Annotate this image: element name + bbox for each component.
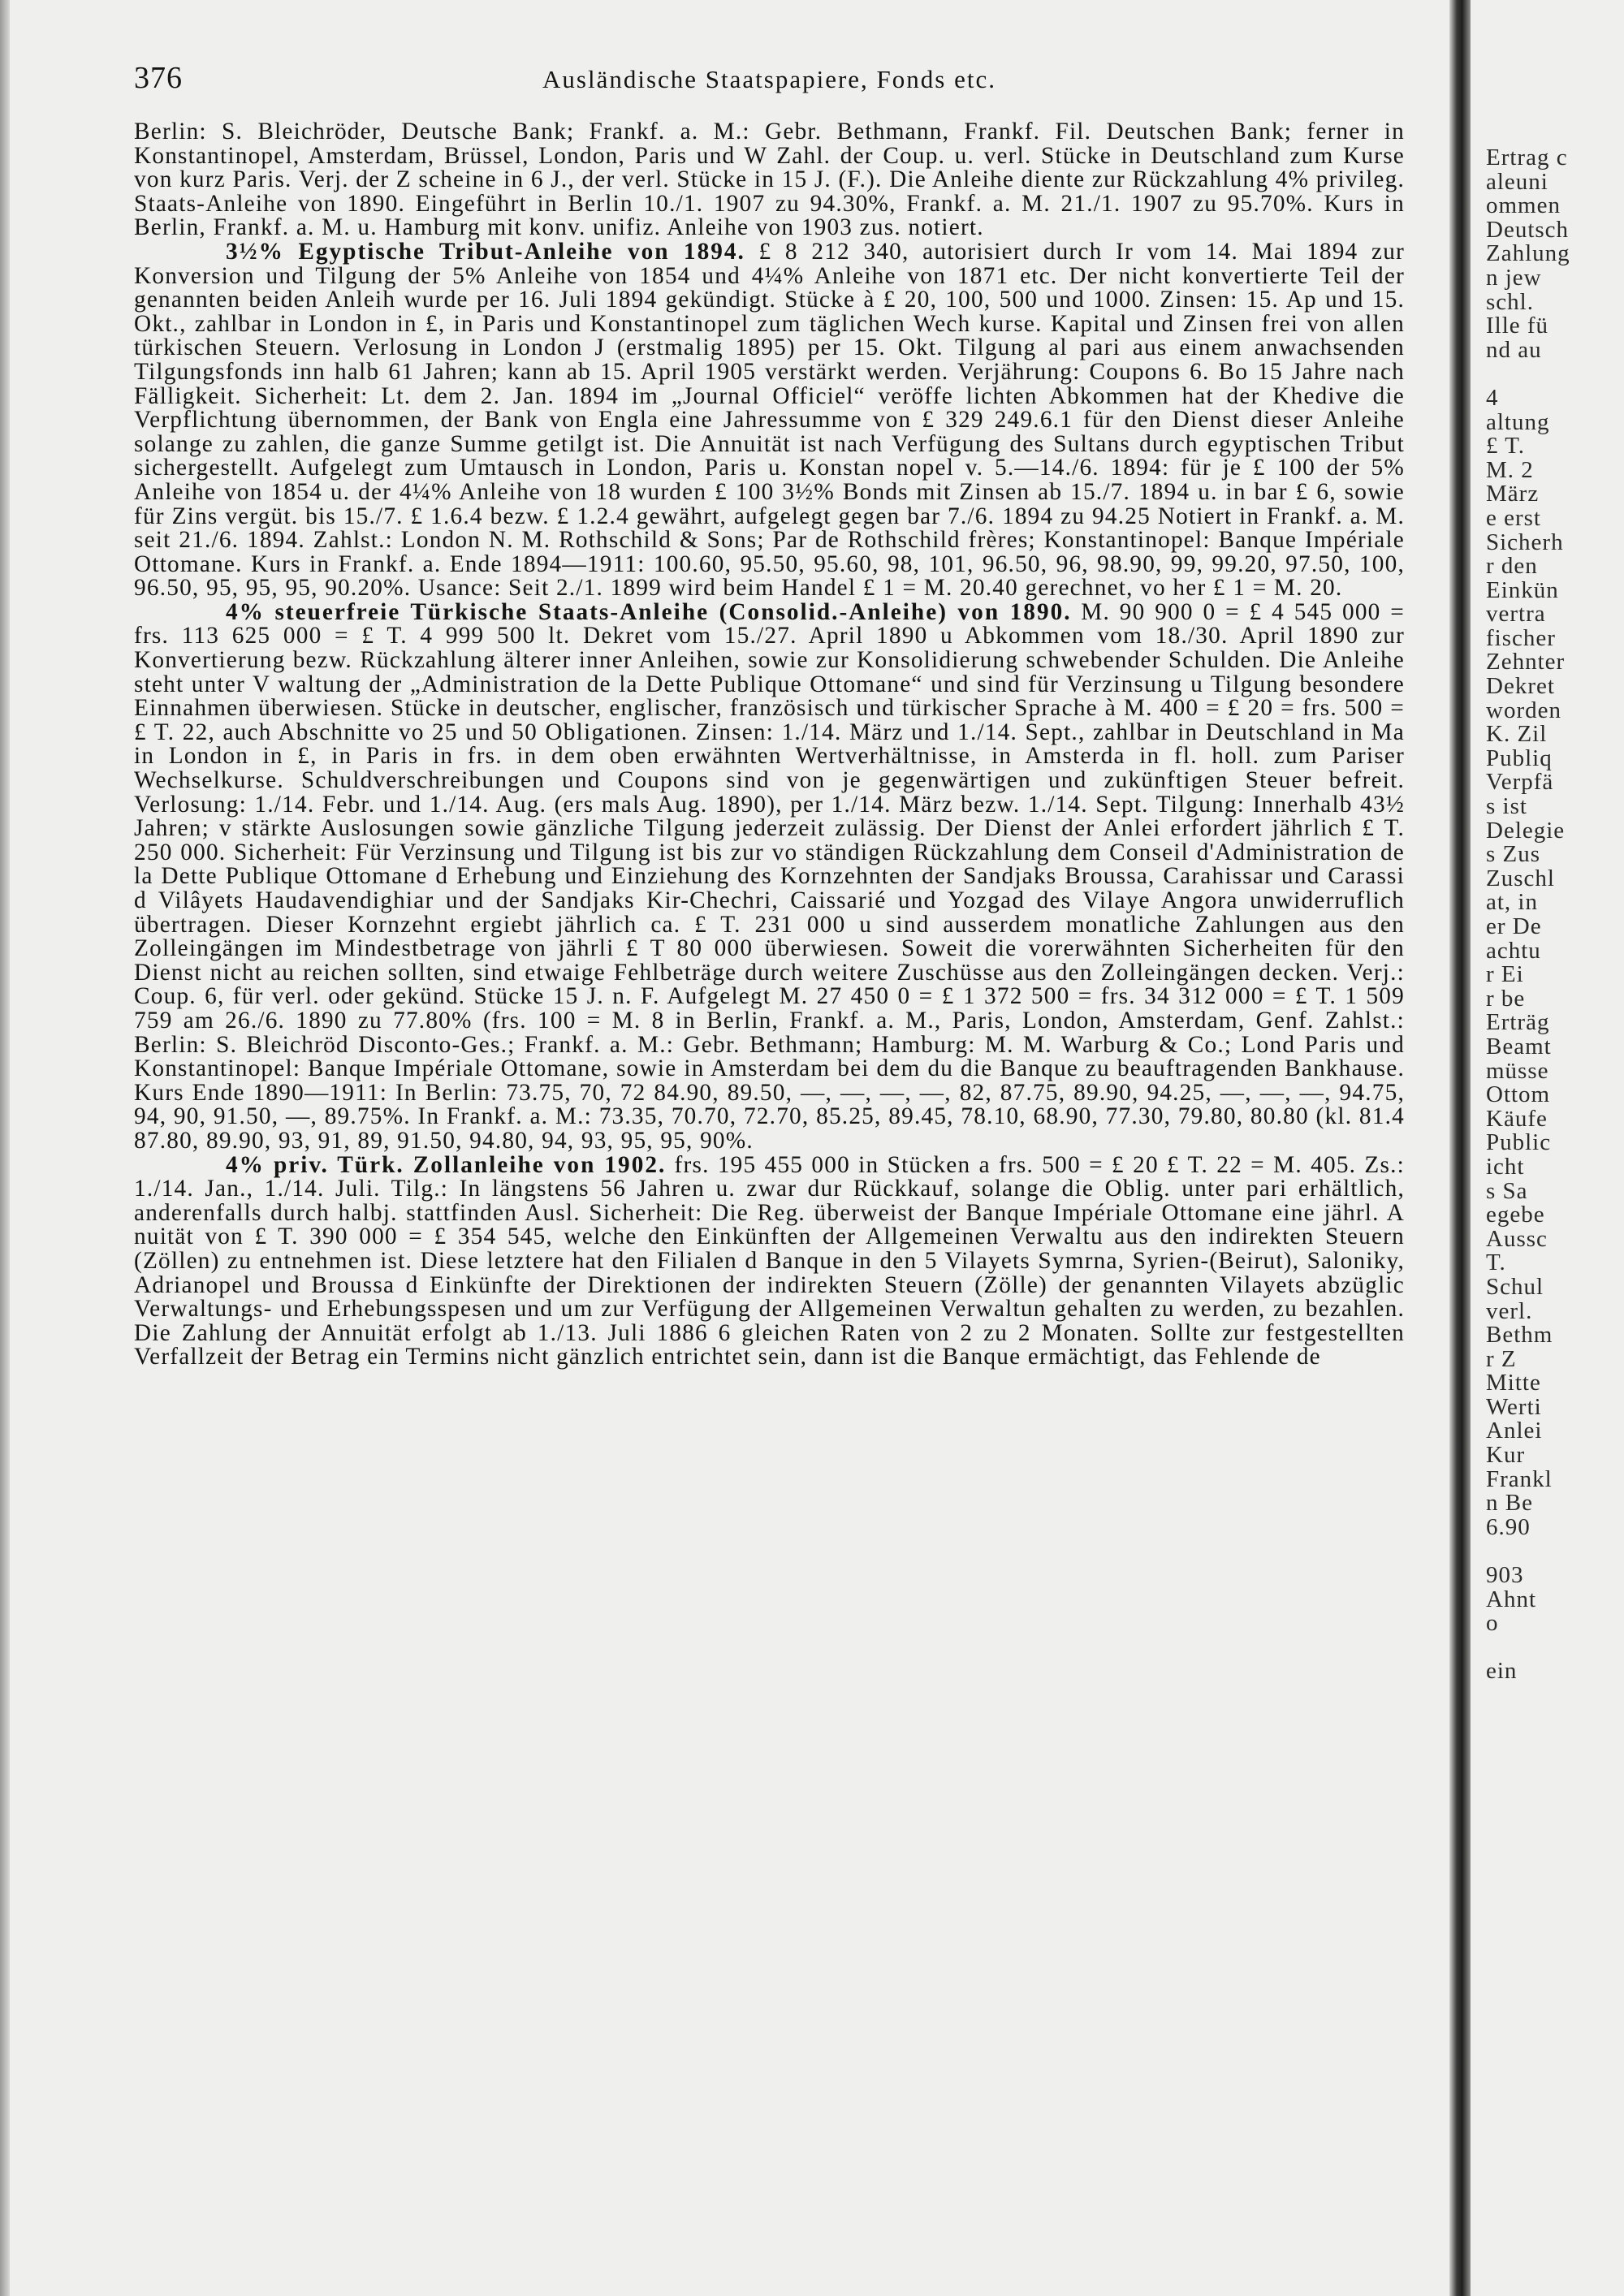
adjacent-page-line: Frankl (1486, 1465, 1553, 1492)
adjacent-page-line: n Be (1486, 1490, 1533, 1517)
adjacent-page-line: 6.90 (1486, 1513, 1531, 1540)
running-title: Ausländische Staatspapiere, Fonds etc. (542, 65, 996, 93)
adjacent-page-line: Aussc (1486, 1225, 1548, 1252)
adjacent-page-line: aleuni (1486, 168, 1548, 195)
adjacent-page-line: schl. (1486, 288, 1534, 315)
entry-turkish-consolidated-loan-1890 (134, 598, 1405, 1154)
adjacent-page-line: achtu (1486, 937, 1541, 964)
adjacent-page-line: Beamt (1486, 1033, 1552, 1060)
adjacent-page-line: ommen (1486, 192, 1561, 219)
entry-heading: 4% steuerfreie Türkische Staats-Anleihe (Consolid.-Anleihe) von 1890. (226, 598, 1072, 625)
adjacent-page-line: Ertrag c (1486, 146, 1568, 170)
adjacent-page-line: s Sa (1486, 1177, 1528, 1204)
adjacent-page-line: nd au (1486, 336, 1542, 363)
adjacent-page-line (1486, 1636, 1624, 1660)
adjacent-page-line: Ahnt (1486, 1586, 1536, 1612)
adjacent-page-line: K. Zil (1486, 721, 1548, 748)
adjacent-page-line: Dekret (1486, 673, 1555, 700)
adjacent-page-line: Deutsch (1486, 216, 1570, 243)
adjacent-page-line: er De (1486, 913, 1542, 939)
entry-text: frs. 195 455 000 in Stücken a frs. 500 = £ 20 £ T. 22 = M. 405. Zs.: 1./14. Jan., 1./14. Juli. Tilg.: In längstens 56 Jahren u. zwar dur Rückkauf, solange die Oblig. unter pari erhältlich, anderenfalls durch halbj. stattfinden Ausl. Sicherheit: Die Reg. überweist der Banque Impériale Ottomane eine jährl. A nuität von £ T. 390 000 = £ 354 545, welche den Einkünften der Allgemeinen Verwaltu aus den indirekten Steuern (Zöllen) zu entnehmen ist. Diese letztere hat den Filialen d Banque in den 5 Vilayets Symrna, Syrien-(Beirut), Saloniky, Adrianopel und Broussa d Einkünfte der Direktionen der indirekten Steuern (Zölle) der genannten Vilayets abzüglic Verwaltungs- und Erhebungsspesen und um zur Verfügung der Allgemeinen Verwaltun gehalten zu werden, zu bezahlen. Die Zahlung der Annuität erfolgt ab 1./13. Juli 1886 6 gleichen Raten von 2 zu 2 Monaten. Sollte zur festgestellten Verfallzeit der Betrag ein Termins nicht gänzlich entrichtet sein, dann ist die Banque ermächtigt, das Fehlende de (134, 1151, 1405, 1370)
adjacent-page-line: Einkün (1486, 576, 1559, 603)
adjacent-page-line: s ist (1486, 793, 1527, 820)
adjacent-page-line: März (1486, 481, 1540, 507)
entry-text: £ 8 212 340, autorisiert durch Ir vom 14. Mai 1894 zur Konversion und Tilgung der 5% Anleihe von 1854 und 4¼% Anleihe von 1871 etc. Der nicht konvertierte Teil der genannten beiden Anleih wurde per 16. Juli 1894 gekündigt. Stücke à £ 20, 100, 500 und 1000. Zinsen: 15. Ap und 15. Okt., zahlbar in London in £, in Paris und Konstantinopel zum täglichen Wech kurse. Kapital und Zinsen frei von allen türkischen Steuern. Verlosung in London J (erstmalig 1895) per 15. Okt. Tilgung al pari aus einem anwachsenden Tilgungsfonds inn halb 61 Jahren; kann ab 15. April 1905 verstärkt werden. Verjährung: Coupons 6. Bo 15 Jahre nach Fälligkeit. Sicherheit: Lt. dem 2. Jan. 1894 im „Journal Officiel“ veröffe lichten Abkommen hat der Khedive die Verpflichtung übernommen, der Bank von Engla eine Jahressumme von £ 329 249.6.1 für den Dienst dieser Anleihe solange zu zahlen, die ganze Summe getilgt ist. Die Annuität ist nach Verfügung des Sultans durch egyptischen Tribut sichergestellt. Aufgelegt zum Umtausch in London, Paris u. Konstan nopel v. 5.—14./6. 1894: für je £ 100 der 5% Anleihe von 1854 u. der 4¼% Anleihe von 18 wurden £ 100 3½% Bonds mit Zinsen ab 15./7. 1894 u. in bar £ 6, sowie für Zins vergüt. bis 15./7. £ 1.6.4 bezw. £ 1.2.4 gewährt, aufgelegt gegen bar 7./6. 1894 zu 94.25 Notiert in Frankf. a. M. seit 21./6. 1894. Zahlst.: London N. M. Rothschild & Sons; Par de Rothschild frères; Konstantinopel: Banque Impériale Ottomane. Kurs in Frankf. a. Ende 1894—1911: 100.60, 95.50, 95.60, 98, 101, 96.50, 96, 98.90, 99, 99.20, 97.50, 100, 96.50, 95, 95, 95, 90.20%. Usance: Seit 2./1. 1899 wird beim Handel £ 1 = M. 20.40 gerechnet, vo her £ 1 = M. 20. (134, 238, 1406, 602)
adjacent-page-line: Publiq (1486, 744, 1553, 771)
adjacent-page-line: altung (1486, 408, 1550, 435)
adjacent-page-line: icht (1486, 1153, 1525, 1180)
adjacent-page-line: at, in (1486, 889, 1538, 916)
adjacent-page-line: Ille fü (1486, 313, 1549, 339)
adjacent-page-line: ein (1486, 1658, 1518, 1684)
adjacent-page-line: Zuschl (1486, 865, 1555, 891)
adjacent-page-line: vertra (1486, 601, 1546, 628)
adjacent-page-line: r den (1486, 553, 1538, 580)
body-text (134, 120, 1405, 1370)
scan-edge-left (0, 0, 10, 2296)
adjacent-page-line: Delegie (1486, 817, 1566, 844)
adjacent-page-line (1486, 1539, 1624, 1564)
adjacent-page-line: Anlei (1486, 1418, 1543, 1444)
book-page (134, 49, 1405, 1370)
adjacent-page-line: Werti (1486, 1393, 1542, 1420)
paragraph-text: Berlin: S. Bleichröder, Deutsche Bank; Frankf. a. M.: Gebr. Bethmann, Frankf. Fil. Deutschen Bank; ferner in Konstantinopel, Amsterdam, Brüssel, London, Paris und W Zahl. der Coup. u. verl. Stücke in Deutschland zum Kurse von kurz Paris. Verj. der Z scheine in 6 J., der verl. Stücke in 15 J. (F.). Die Anleihe diente zur Rückzahlung 4% privileg. Staats-Anleihe von 1890. Eingeführt in Berlin 10./1. 1907 zu 94.30%, Frankf. a. M. 21./1. 1907 zu 95.70%. Kurs in Berlin, Frankf. a. M. u. Hamburg mit konv. unifiz. Anleihe von 1903 zus. notiert. (134, 119, 1405, 241)
adjacent-page-line: verl. (1486, 1297, 1533, 1324)
adjacent-page-line: Erträg (1486, 1009, 1550, 1036)
adjacent-page-line: egebe (1486, 1202, 1545, 1228)
adjacent-page-line: Ottom (1486, 1081, 1551, 1108)
adjacent-page-line: Verpfä (1486, 769, 1554, 796)
adjacent-page-fragment (1486, 146, 1624, 1684)
adjacent-page-line: Schul (1486, 1273, 1544, 1300)
adjacent-page-line: n jew (1486, 264, 1542, 291)
adjacent-page-line: e erst (1486, 504, 1541, 531)
adjacent-page-line: worden (1486, 697, 1561, 723)
adjacent-page-line: r Ei (1486, 961, 1524, 988)
entry-text: M. 90 900 0 = £ 4 545 000 = frs. 113 625 000 = £ T. 4 999 500 lt. Dekret vom 15./27. April 1890 u Abkommen vom 18./30. April 1890 zur Konvertierung bezw. Rückzahlung älterer inner Anleihen, sowie zur Konsolidierung schwebender Schulden. Die Anleihe steht unter V waltung der „Administration de la Dette Publique Ottomane“ und sind für Verzinsung u Tilgung besondere Einnahmen überwiesen. Stücke in deutscher, englischer, französisch und türkischer Sprache à M. 400 = £ 20 = frs. 500 = £ T. 22, auch Abschnitte vo 25 und 50 Obligationen. Zinsen: 1./14. März und 1./14. Sept., zahlbar in Deutschland in Ma in London in £, in Paris in frs. in dem oben erwähnten Wertverhältnisse, in Amsterda in fl. holl. zum Pariser Wechselkurse. Schuldverschreibungen und Coupons sind von je gegenwärtigen und zukünftigen Steuer befreit. Verlosung: 1./14. Febr. und 1./14. Aug. (ers mals Aug. 1890), per 1./14. März bezw. 1./14. Sept. Tilgung: Innerhalb 43½ Jahren; v stärkte Auslosungen sowie gänzliche Tilgung jederzeit zulässig. Der Dienst der Anlei erfordert jährlich £ T. 250 000. Sicherheit: Für Verzinsung und Tilgung ist bis zur vo ständigen Rückzahlung dem Conseil d'Administration de la Dette Publique Ottomane d Erhebung und Einziehung des Kornzehnten der Sandjaks Broussa, Carahissar und Carassi d Vilâyets Haudavendighiar und der Sandjaks Kir-Chechri, Caissarié und Yozgad des Vilaye Angora unwiderruflich übertragen. Dieser Kornzehnt ergiebt jährlich ca. £ T. 231 000 u sind ausserdem monatliche Zahlungen aus den Zolleingängen im Mindestbetrage von jährli £ T 80 000 überwiesen. Soweit die vorerwähnten Sicherheiten für den Dienst nicht au reichen sollten, sind etwaige Fehlbeträge durch weitere Zuschüsse aus den Zolleingängen decken. Verj.: Coup. 6, für verl. oder gekünd. Stücke 15 J. n. F. Aufgelegt M. 27 450 0 = £ 1 372 500 = frs. 34 312 000 = £ T. 1 509 759 am 26./6. 1890 zu 77.80% (frs. 100 = M. 8 in Berlin, Frankf. a. M., Paris, London, Amsterdam, Genf. Zahlst.: Berlin: S. Bleichröd Disconto-Ges.; Frankf. a. M.: Gebr. Bethmann; Hamburg: M. M. Warburg & Co.; Lond Paris und Konstantinopel: Banque Impériale Ottomane, sowie in Amsterdam bei dem du die Banque zu beauftragenden Bankhause. Kurs Ende 1890—1911: In Berlin: 73.75, 70, 72 84.90, 89.50, —, —, —, —, 82, 87.75, 89.90, 94.25, —, —, —, 94.75, 94, 90, 91.50, —, 89.75%. In Frankf. a. M.: 73.35, 70.70, 72.70, 85.25, 89.45, 78.10, 68.90, 77.30, 79.80, 80.80 (kl. 81.4 87.80, 89.90, 93, 91, 89, 91.50, 94.80, 94, 93, 95, 95, 90%. (134, 598, 1405, 1154)
adjacent-page-line: Kur (1486, 1442, 1526, 1469)
adjacent-page-line: Bethm (1486, 1322, 1553, 1349)
adjacent-page-line: 903 (1486, 1562, 1524, 1589)
adjacent-page-line: fischer (1486, 624, 1556, 651)
adjacent-page-line: Sicherh (1486, 529, 1564, 555)
adjacent-page-line: Public (1486, 1129, 1552, 1156)
adjacent-page-line: Zahlung (1486, 240, 1570, 267)
adjacent-page-line: £ T. (1486, 433, 1526, 460)
paragraph-berlin-paying-agents (134, 120, 1405, 240)
entry-heading: 4% priv. Türk. Zollanleihe von 1902. (226, 1151, 667, 1178)
entry-turkish-customs-loan-1902 (134, 1151, 1405, 1370)
entry-egyptian-tribute-loan-1894 (134, 240, 1405, 601)
adjacent-page-line: Käufe (1486, 1105, 1548, 1132)
adjacent-page-line: r be (1486, 985, 1526, 1012)
adjacent-page-line: Zehnter (1486, 649, 1566, 675)
page-number: 376 (134, 61, 183, 95)
adjacent-page-line: T. (1486, 1249, 1506, 1276)
adjacent-page-line: M. 2 (1486, 456, 1534, 483)
adjacent-page-line: s Zus (1486, 841, 1541, 868)
adjacent-page-line (1486, 362, 1624, 386)
book-gutter (1449, 0, 1471, 2296)
adjacent-page-line: Mitte (1486, 1370, 1541, 1396)
adjacent-page-line: o (1486, 1610, 1499, 1637)
entry-heading: 3½% Egyptische Tribut-Anleihe von 1894. (226, 238, 745, 265)
adjacent-page-line: müsse (1486, 1057, 1549, 1084)
adjacent-page-line: r Z (1486, 1345, 1517, 1372)
running-head (134, 49, 1405, 106)
adjacent-page-line: 4 (1486, 384, 1499, 411)
